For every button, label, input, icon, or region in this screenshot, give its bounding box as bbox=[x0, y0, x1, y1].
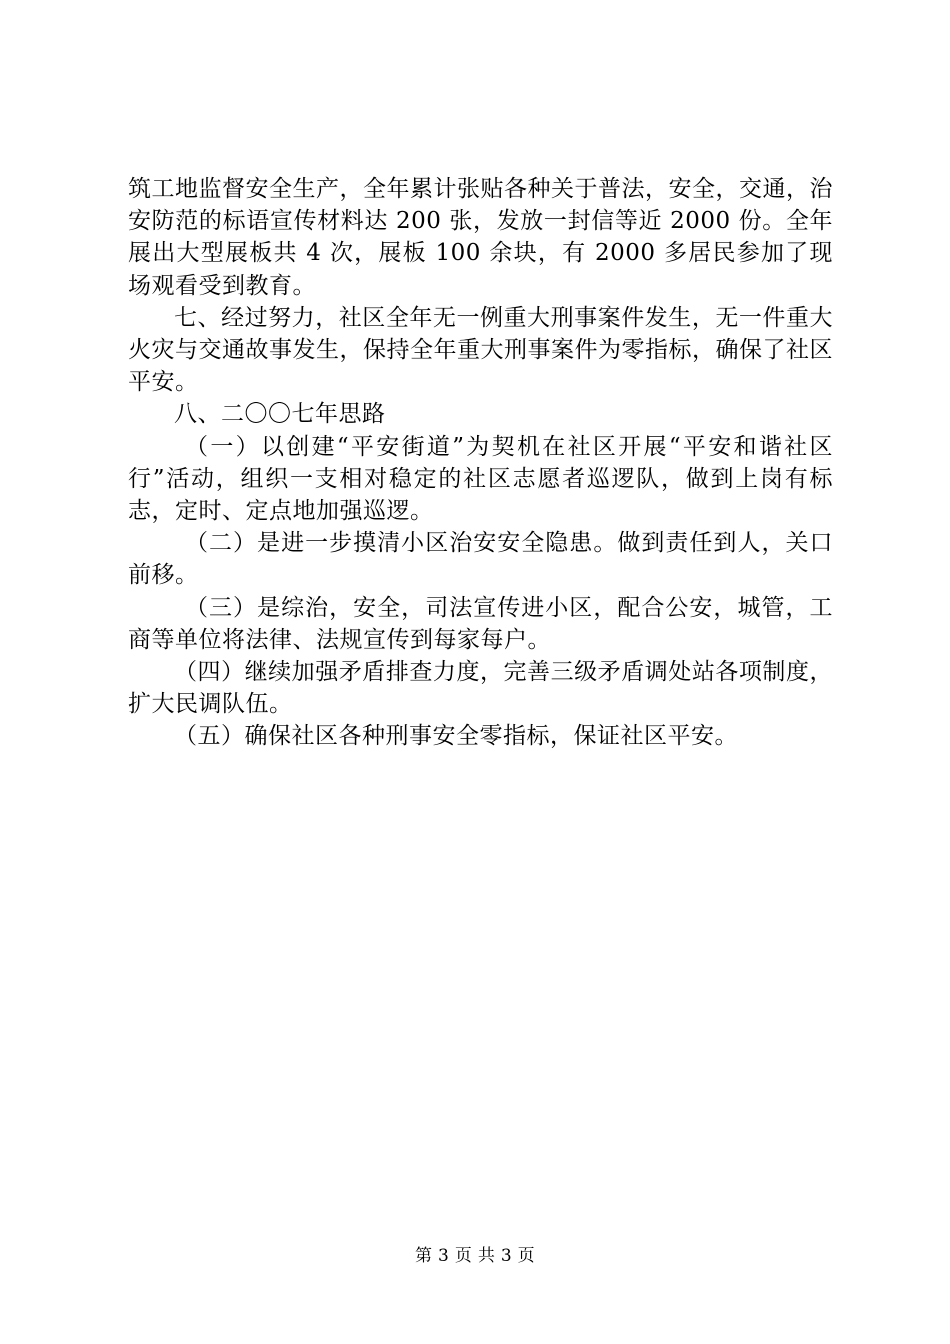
page-footer: 第 3 页 共 3 页 bbox=[415, 1246, 535, 1266]
paragraph-item-3: （三）是综治，安全，司法宣传进小区，配合公安，城管，工商等单位将法律、法规宣传到每家每户。 bbox=[128, 594, 833, 653]
paragraph-section-7: 七、经过努力，社区全年无一例重大刑事案件发生，无一件重大火灾与交通故事发生，保持全年重大刑事案件为零指标，确保了社区平安。 bbox=[128, 304, 833, 396]
paragraph-item-5: （五）确保社区各种刑事安全零指标，保证社区平安。 bbox=[174, 723, 738, 750]
paragraph-item-4: （四）继续加强矛盾排查力度，完善三级矛盾调处站各项制度，扩大民调队伍。 bbox=[128, 659, 833, 718]
paragraph-item-2: （二）是进一步摸清小区治安安全隐患。做到责任到人，关口前移。 bbox=[128, 530, 833, 589]
paragraph-continuation: 筑工地监督安全生产，全年累计张贴各种关于普法，安全，交通，治安防范的标语宣传材料达 200 张，发放一封信等近 2000 份。全年展出大型展板共 4 次，展板 100 余块，有 2000 多居民参加了现场观看受到教育。 bbox=[128, 176, 833, 299]
paragraph-item-1: （一）以创建“平安街道”为契机在社区开展“平安和谐社区行”活动，组织一支相对稳定的社区志愿者巡逻队，做到上岗有标志，定时、定点地加强巡逻。 bbox=[128, 433, 833, 525]
document-body bbox=[128, 173, 833, 753]
paragraph-section-8-heading: 八、二〇〇七年思路 bbox=[174, 401, 386, 428]
